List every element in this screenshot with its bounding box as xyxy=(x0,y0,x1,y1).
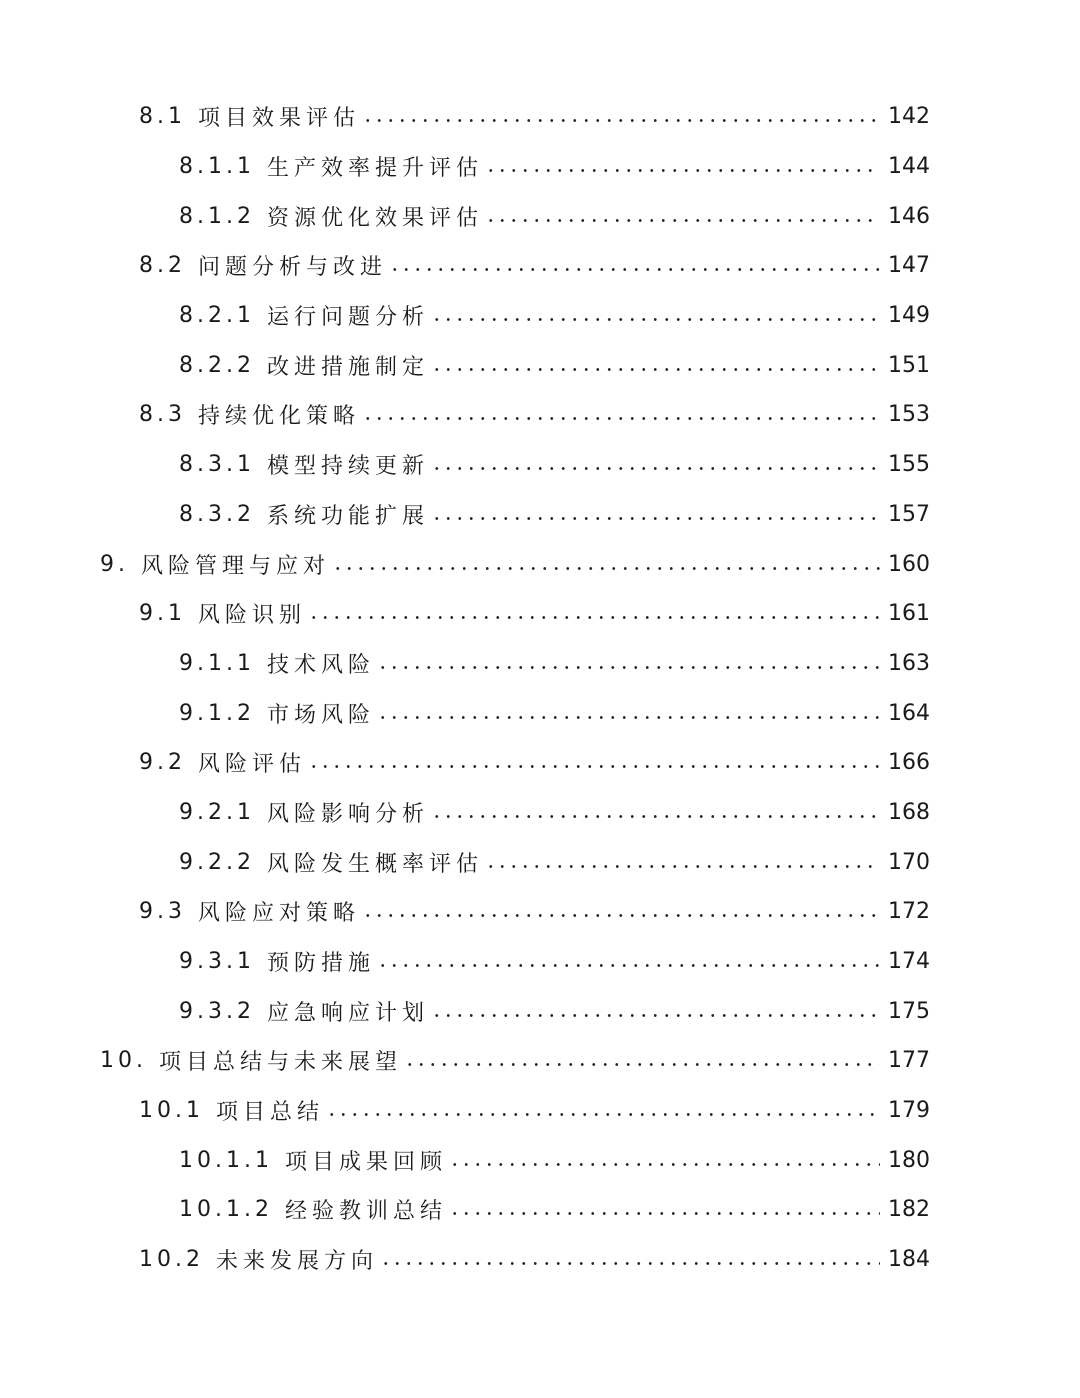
dot-leader xyxy=(377,716,880,719)
dot-leader xyxy=(332,567,880,570)
toc-entry-number: 9. xyxy=(100,551,129,577)
toc-entry-title: 市场风险 xyxy=(266,702,375,728)
dot-leader xyxy=(308,765,880,768)
toc-entry-page-number: 168 xyxy=(888,799,930,825)
toc-entry-number: 9.2.2 xyxy=(179,849,255,875)
toc-entry-title: 风险评估 xyxy=(198,752,307,778)
toc-entry[interactable] xyxy=(0,340,1080,390)
dot-leader xyxy=(431,815,880,818)
dot-leader xyxy=(431,318,880,321)
toc-entry-page-number: 157 xyxy=(888,501,930,527)
dot-leader xyxy=(308,616,880,619)
toc-entry[interactable] xyxy=(0,1036,1080,1086)
toc-entry[interactable] xyxy=(0,142,1080,192)
toc-entry-number: 9.1.1 xyxy=(179,650,255,676)
dot-leader xyxy=(485,219,880,222)
toc-entry-number: 8.1.2 xyxy=(179,203,255,229)
toc-entry[interactable] xyxy=(0,241,1080,291)
toc-entry-number: 10.1.2 xyxy=(179,1197,273,1223)
dot-leader xyxy=(362,119,880,122)
toc-entry[interactable] xyxy=(0,788,1080,838)
toc-entry-title: 风险应对策略 xyxy=(198,901,361,927)
toc-entry-page-number: 184 xyxy=(888,1247,930,1273)
toc-entry[interactable] xyxy=(0,539,1080,589)
toc-entry[interactable] xyxy=(0,738,1080,788)
toc-entry-page-number: 177 xyxy=(888,1048,930,1074)
toc-entry-number: 8.1 xyxy=(139,104,186,130)
toc-entry-title: 技术风险 xyxy=(266,652,375,678)
toc-entry-number: 8.2.2 xyxy=(179,352,255,378)
dot-leader xyxy=(431,467,880,470)
toc-entry-page-number: 163 xyxy=(888,650,930,676)
toc-entry-page-number: 161 xyxy=(888,601,930,627)
toc-entry-page-number: 149 xyxy=(888,303,930,329)
toc-entry-title: 资源优化效果评估 xyxy=(266,205,483,231)
toc-entry-number: 9.3.2 xyxy=(179,998,255,1024)
toc-entry-title: 问题分析与改进 xyxy=(198,255,388,281)
toc-entry-page-number: 180 xyxy=(888,1147,930,1173)
toc-entry-number: 8.3 xyxy=(139,402,186,428)
toc-entry[interactable] xyxy=(0,440,1080,490)
toc-entry[interactable] xyxy=(0,688,1080,738)
toc-entry-page-number: 144 xyxy=(888,154,930,180)
toc-entry-title: 项目效果评估 xyxy=(198,106,361,132)
toc-entry-number: 9.3.1 xyxy=(179,949,255,975)
toc-entry-number: 10.2 xyxy=(139,1247,204,1273)
toc-entry-number: 9.1 xyxy=(139,601,186,627)
toc-entry-number: 8.3.2 xyxy=(179,501,255,527)
toc-entry-title: 未来发展方向 xyxy=(215,1249,378,1275)
toc-entry-title: 模型持续更新 xyxy=(266,454,429,480)
dot-leader xyxy=(380,1262,880,1265)
toc-entry-page-number: 166 xyxy=(888,750,930,776)
toc-entry[interactable] xyxy=(0,937,1080,987)
table-of-contents xyxy=(0,92,1080,1285)
toc-entry-page-number: 160 xyxy=(888,551,930,577)
toc-entry[interactable] xyxy=(0,986,1080,1036)
toc-entry-title: 生产效率提升评估 xyxy=(266,156,483,182)
toc-entry-title: 系统功能扩展 xyxy=(266,503,429,529)
toc-entry[interactable] xyxy=(0,887,1080,937)
toc-entry-page-number: 164 xyxy=(888,700,930,726)
toc-entry-number: 8.3.1 xyxy=(179,452,255,478)
toc-entry[interactable] xyxy=(0,1235,1080,1285)
toc-entry-page-number: 153 xyxy=(888,402,930,428)
toc-entry-number: 8.2 xyxy=(139,253,186,279)
toc-entry-number: 8.2.1 xyxy=(179,303,255,329)
dot-leader xyxy=(377,964,880,967)
dot-leader xyxy=(431,517,880,520)
toc-entry[interactable] xyxy=(0,490,1080,540)
toc-entry[interactable] xyxy=(0,92,1080,142)
toc-entry-title: 风险识别 xyxy=(198,603,307,629)
dot-leader xyxy=(362,417,880,420)
toc-entry-number: 10.1.1 xyxy=(179,1147,273,1173)
toc-entry-page-number: 142 xyxy=(888,104,930,130)
dot-leader xyxy=(431,1014,880,1017)
toc-entry-page-number: 174 xyxy=(888,949,930,975)
toc-entry[interactable] xyxy=(0,837,1080,887)
toc-entry-number: 9.2 xyxy=(139,750,186,776)
toc-entry-title: 预防措施 xyxy=(266,951,375,977)
toc-entry-page-number: 147 xyxy=(888,253,930,279)
toc-entry[interactable] xyxy=(0,291,1080,341)
toc-entry-page-number: 172 xyxy=(888,899,930,925)
toc-entry[interactable] xyxy=(0,390,1080,440)
toc-entry-page-number: 182 xyxy=(888,1197,930,1223)
dot-leader xyxy=(485,169,880,172)
toc-entry-title: 风险发生概率评估 xyxy=(266,851,483,877)
toc-entry-number: 10. xyxy=(100,1048,147,1074)
toc-entry-page-number: 170 xyxy=(888,849,930,875)
dot-leader xyxy=(449,1163,880,1166)
toc-entry-title: 项目总结与未来展望 xyxy=(159,1050,403,1076)
toc-entry-title: 应急响应计划 xyxy=(266,1000,429,1026)
toc-entry[interactable] xyxy=(0,589,1080,639)
toc-entry[interactable] xyxy=(0,191,1080,241)
toc-entry-number: 10.1 xyxy=(139,1098,204,1124)
toc-entry-title: 风险影响分析 xyxy=(266,801,429,827)
toc-entry[interactable] xyxy=(0,1135,1080,1185)
dot-leader xyxy=(449,1212,880,1215)
dot-leader xyxy=(326,1113,880,1116)
toc-entry-number: 9.2.1 xyxy=(179,799,255,825)
toc-entry-title: 经验教训总结 xyxy=(284,1199,447,1225)
dot-leader xyxy=(404,1063,880,1066)
toc-entry-title: 风险管理与应对 xyxy=(141,553,331,579)
toc-entry-number: 9.1.2 xyxy=(179,700,255,726)
toc-entry-page-number: 146 xyxy=(888,203,930,229)
dot-leader xyxy=(485,865,880,868)
dot-leader xyxy=(362,914,880,917)
toc-entry-title: 改进措施制定 xyxy=(266,354,429,380)
toc-entry-number: 8.1.1 xyxy=(179,154,255,180)
toc-entry-title: 项目成果回顾 xyxy=(284,1149,447,1175)
toc-entry-page-number: 179 xyxy=(888,1098,930,1124)
toc-entry[interactable] xyxy=(0,1185,1080,1235)
toc-entry-page-number: 155 xyxy=(888,452,930,478)
toc-entry[interactable] xyxy=(0,1086,1080,1136)
toc-entry[interactable] xyxy=(0,639,1080,689)
toc-entry-title: 项目总结 xyxy=(215,1100,324,1126)
toc-entry-title: 持续优化策略 xyxy=(198,404,361,430)
dot-leader xyxy=(431,368,880,371)
toc-entry-page-number: 175 xyxy=(888,998,930,1024)
dot-leader xyxy=(377,666,880,669)
toc-entry-title: 运行问题分析 xyxy=(266,305,429,331)
toc-entry-page-number: 151 xyxy=(888,352,930,378)
dot-leader xyxy=(389,268,880,271)
toc-entry-number: 9.3 xyxy=(139,899,186,925)
